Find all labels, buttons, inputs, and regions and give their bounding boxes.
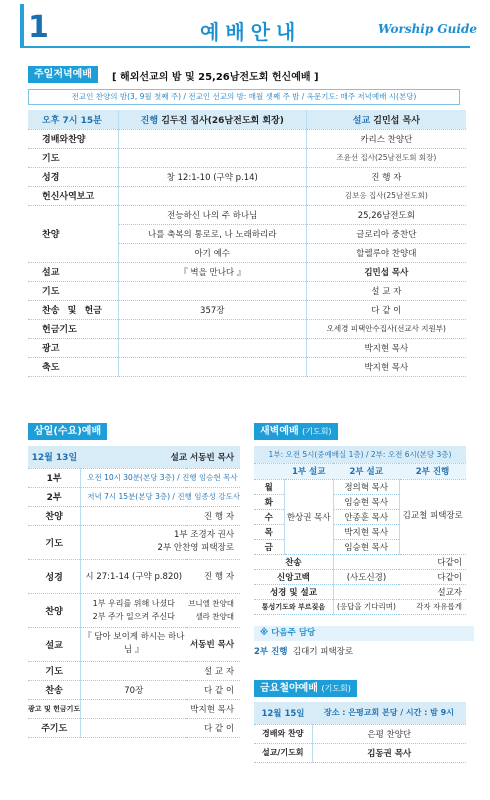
dawn-p2: 박지현 목사	[333, 524, 399, 539]
preacher-name: 김민섭 목사	[373, 115, 420, 126]
day-label: 월	[254, 479, 284, 494]
row-right: 설 교 자	[306, 281, 466, 300]
row-label: 헌신사역보고	[28, 186, 118, 205]
row-mid: (사도신경)	[333, 569, 399, 584]
table-row	[28, 148, 466, 167]
table-row	[28, 186, 466, 205]
header-divider	[20, 46, 470, 48]
table-row	[254, 599, 466, 614]
wednesday-preacher: 설교 서동빈 목사	[81, 446, 240, 468]
row-label: 찬송	[28, 680, 81, 699]
next-week-body	[254, 645, 353, 657]
row-label: 통성기도와 부르짖음	[254, 599, 333, 614]
row-label: 신앙고백	[254, 569, 333, 584]
row-c2: 진 행 자	[186, 559, 240, 593]
row-c1: 1부 우리를 위해 나셨다 2부 주가 일으켜 주신다	[81, 593, 187, 627]
row-right: 진 행 자	[306, 167, 466, 186]
day-label: 수	[254, 509, 284, 524]
row-mid: 전능하신 나의 주 하나님	[118, 205, 306, 224]
row-label: 찬송 및 헌금	[28, 300, 118, 319]
row-mid	[118, 281, 306, 300]
row-label: 성경	[28, 167, 118, 186]
table-row	[28, 205, 466, 224]
page-number: 1	[28, 10, 49, 45]
table-row	[28, 699, 240, 718]
row-c2: 박지현 목사	[186, 699, 240, 718]
table-row	[28, 281, 466, 300]
row-right: 카리스 찬양단	[306, 129, 466, 148]
row-mid: 창 12:1-10 (구약 p.14)	[118, 167, 306, 186]
row-right: 다 같 이	[306, 300, 466, 319]
sunday-preacher	[306, 110, 466, 129]
row-c1	[81, 661, 187, 680]
dawn-tag-label: 새벽예배	[260, 426, 299, 437]
next-week-label: ※ 다음주 담당	[254, 626, 474, 641]
dawn-table	[254, 446, 466, 615]
wednesday-head-row	[28, 446, 240, 468]
row-text: 오전 10시 30분(본당 3층) / 진행 임승현 목사	[81, 468, 240, 487]
row-mid: 아기 예수	[118, 243, 306, 262]
row-right: 오세경 피택안수집사(선교사 지원부)	[306, 319, 466, 338]
row-c2: 브니엘 찬양대 셀라 찬양대	[186, 593, 240, 627]
day-label: 목	[254, 524, 284, 539]
row-right: 할렐루야 찬양대	[306, 243, 466, 262]
row-mid: 『 벽을 만나다 』	[118, 262, 306, 281]
row-c2: 진 행 자	[186, 506, 240, 525]
row-c2: 서동빈 목사	[186, 627, 240, 661]
row-right: 각자 자유롭게	[399, 599, 466, 614]
preacher-label: 설교	[352, 115, 371, 126]
table-row	[28, 319, 466, 338]
dawn-p1: 한상권 목사	[284, 479, 333, 554]
table-row	[28, 338, 466, 357]
row-label: 축도	[28, 357, 118, 376]
row-label: 설교/기도회	[254, 743, 312, 762]
row-right: 다같이	[399, 554, 466, 569]
dawn-col-1: 1부 설교	[284, 463, 333, 479]
row-mid	[118, 338, 306, 357]
table-row	[254, 569, 466, 584]
row-c1	[81, 506, 187, 525]
row-c1	[81, 718, 187, 737]
row-c2: 다 같 이	[186, 718, 240, 737]
table-row	[28, 357, 466, 376]
friday-tag	[254, 680, 357, 697]
row-mid	[333, 584, 399, 599]
friday-tag-label: 금요철야예배	[260, 683, 318, 694]
row-right: 글로리아 중찬단	[306, 224, 466, 243]
row-label: 성경 및 설교	[254, 584, 333, 599]
row-label: 광고	[28, 338, 118, 357]
friday-tag-sub: (기도회)	[321, 684, 351, 693]
dawn-col-blank	[254, 463, 284, 479]
table-row	[28, 525, 240, 559]
row-mid	[333, 554, 399, 569]
row-label: 경배와 찬양	[254, 724, 312, 743]
friday-head: 장소 : 은평교회 본당 / 시간 : 밤 9시	[312, 702, 466, 724]
row-c1: 70장	[81, 680, 187, 699]
sunday-table	[28, 110, 466, 377]
row-label: 경배와찬양	[28, 129, 118, 148]
page-header	[0, 0, 490, 50]
row-c1: 시 27:1-14 (구약 p.820)	[81, 559, 187, 593]
table-row	[28, 262, 466, 281]
row-label: 2부	[28, 487, 81, 506]
dawn-tag	[254, 423, 338, 440]
dawn-p2: 임승현 목사	[333, 539, 399, 554]
header-accent-bar	[20, 4, 24, 46]
row-mid	[118, 186, 306, 205]
row-mid: 357장	[118, 300, 306, 319]
page-title: 예배안내	[200, 20, 302, 44]
day-label: 금	[254, 539, 284, 554]
row-label: 기도	[28, 525, 81, 559]
table-row	[28, 300, 466, 319]
table-row	[254, 479, 466, 494]
row-label: 설교	[28, 627, 81, 661]
sunday-time: 오후 7시 15분	[28, 110, 118, 129]
row-value: 은평 찬양단	[312, 724, 466, 743]
table-row	[254, 584, 466, 599]
sunday-head-row	[28, 110, 466, 129]
row-c2: 다 같 이	[186, 680, 240, 699]
row-label: 1부	[28, 468, 81, 487]
friday-head-row	[254, 702, 466, 724]
table-row	[28, 224, 466, 243]
page-title-en: Worship Guide	[378, 22, 477, 36]
row-c2: 설 교 자	[186, 661, 240, 680]
dawn-prog: 김교철 피택장로	[399, 479, 466, 554]
sunday-leader	[118, 110, 306, 129]
row-mid	[118, 129, 306, 148]
row-mid: (응답을 기다리며)	[333, 599, 399, 614]
row-right: 박지현 목사	[306, 357, 466, 376]
row-c1: 『 담아 보이게 하시는 하나님 』	[81, 627, 187, 661]
dawn-p2: 임승현 목사	[333, 494, 399, 509]
friday-date: 12월 15일	[254, 702, 312, 724]
row-text: 저녁 7시 15분(본당 3층) / 진행 임종성 강도사	[81, 487, 240, 506]
next-week-name: 김대기 피택장로	[292, 647, 354, 657]
table-row	[28, 129, 466, 148]
table-row	[254, 554, 466, 569]
row-right: 김민섭 목사	[306, 262, 466, 281]
row-label: 설교	[28, 262, 118, 281]
next-week-role: 2부 진행	[254, 647, 288, 657]
row-label: 기도	[28, 281, 118, 300]
row-label: 기도	[28, 661, 81, 680]
friday-table	[254, 702, 466, 763]
row-label: 찬양	[28, 506, 81, 525]
row-label: 광고 및 헌금기도	[28, 699, 81, 718]
dawn-p2: 정의혁 목사	[333, 479, 399, 494]
table-row	[28, 627, 240, 661]
row-c1	[81, 699, 187, 718]
sunday-note: 전교인 찬양의 밤(3, 9월 첫째 주) / 전교인 선교의 밤: 매월 셋째 주 밤 / 옥문기도: 매주 저녁예배 시(본당)	[28, 89, 460, 105]
row-c1: 1부 조경자 권사 2부 안찬영 피택장로	[81, 525, 240, 559]
row-right: 다같이	[399, 569, 466, 584]
row-label: 주기도	[28, 718, 81, 737]
dawn-head-row	[254, 446, 466, 463]
row-label: 찬양	[28, 593, 81, 627]
row-label: 헌금기도	[28, 319, 118, 338]
leader-label: 진행	[140, 115, 159, 126]
table-row	[28, 559, 240, 593]
table-row	[28, 167, 466, 186]
table-row	[28, 243, 466, 262]
wednesday-date: 12월 13일	[28, 446, 81, 468]
row-right: 조윤선 집사(25남전도회 회장)	[306, 148, 466, 167]
table-row	[28, 468, 240, 487]
table-row	[28, 593, 240, 627]
table-row	[28, 506, 240, 525]
row-right: 김보응 집사(25남전도회)	[306, 186, 466, 205]
row-mid	[118, 148, 306, 167]
dawn-col-row	[254, 463, 466, 479]
dawn-col-2: 2부 설교	[333, 463, 399, 479]
row-right: 설교자	[399, 584, 466, 599]
row-mid	[118, 319, 306, 338]
row-right: 박지현 목사	[306, 338, 466, 357]
wednesday-table	[28, 446, 240, 738]
sunday-tag: 주일저녁예배	[28, 66, 98, 83]
leader-name: 김두진 집사(26남전도회 회장)	[161, 115, 284, 126]
row-value: 김동권 목사	[312, 743, 466, 762]
sunday-subtitle: [ 해외선교의 밤 및 25,26남전도회 헌신예배 ]	[112, 72, 319, 83]
wednesday-tag: 삼일(수요)예배	[28, 423, 107, 440]
row-label: 기도	[28, 148, 118, 167]
dawn-tag-sub: (기도회)	[302, 427, 332, 436]
dawn-head: 1부: 오전 5시(중예배실 1층) / 2부: 오전 6시(본당 3층)	[254, 446, 466, 463]
day-label: 화	[254, 494, 284, 509]
table-row	[28, 661, 240, 680]
row-right: 25,26남전도회	[306, 205, 466, 224]
row-mid: 나를 축복의 통로로, 나 노래하리라	[118, 224, 306, 243]
row-label: 찬양	[42, 230, 60, 240]
row-label: 찬송	[254, 554, 333, 569]
row-label	[28, 243, 118, 262]
dawn-p2: 안종훈 목사	[333, 509, 399, 524]
table-row	[28, 487, 240, 506]
table-row	[28, 680, 240, 699]
row-mid	[118, 357, 306, 376]
table-row	[254, 724, 466, 743]
dawn-col-3: 2부 진행	[399, 463, 466, 479]
row-label	[28, 205, 118, 224]
table-row	[254, 743, 466, 762]
row-label: 성경	[28, 559, 81, 593]
table-row	[28, 718, 240, 737]
